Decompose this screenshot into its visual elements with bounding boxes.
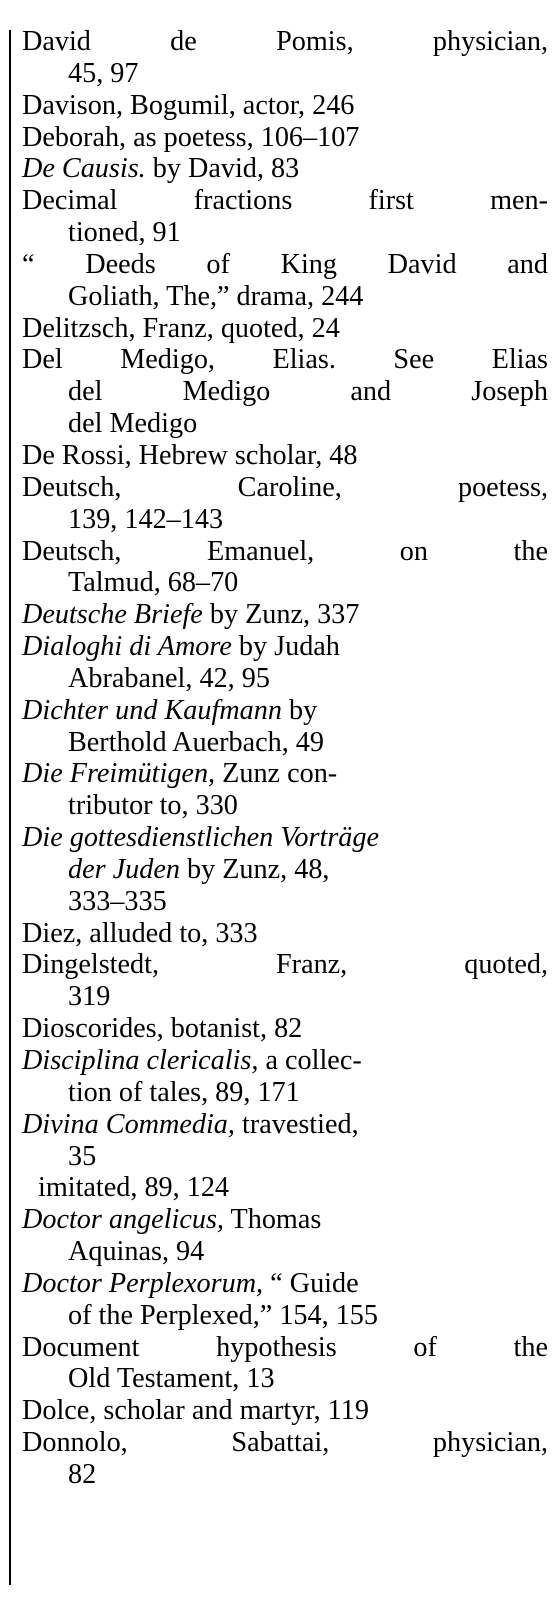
index-line: Davison, Bogumil, actor, 246: [22, 89, 355, 121]
index-column: [22, 26, 548, 1491]
index-line: Deutsche Briefe by Zunz, 337: [22, 599, 360, 631]
index-line: 35: [68, 1140, 97, 1172]
index-line: Dioscorides, botanist, 82: [22, 1013, 303, 1045]
index-line: Doctor angelicus, Thomas: [22, 1204, 322, 1236]
index-line: Document hypothesis of the: [22, 1331, 548, 1363]
index-line: Dichter und Kaufmann by: [22, 694, 318, 726]
index-line: Disciplina clericalis, a collec-: [22, 1045, 362, 1076]
index-line: der Juden by Zunz, 48,: [68, 853, 330, 885]
index-line: 82: [68, 1458, 97, 1490]
index-line: 139, 142–143: [68, 503, 224, 535]
index-line: 319: [68, 981, 111, 1013]
index-line: Die Freimütigen, Zunz con-: [22, 758, 338, 790]
index-line: Del Medigo, Elias. See Elias: [22, 344, 548, 376]
index-line: Divina Commedia, travestied,: [22, 1108, 359, 1140]
index-line: Die gottesdienstlichen Vorträge: [22, 822, 379, 854]
index-line: Dingelstedt, Franz, quoted,: [22, 949, 548, 981]
index-line: De Rossi, Hebrew scholar, 48: [22, 439, 358, 471]
index-line: tioned, 91: [68, 217, 181, 249]
index-line: Deutsch, Emanuel, on the: [22, 535, 548, 567]
index-line: del Medigo and Joseph: [68, 376, 548, 408]
margin-rule: [9, 30, 11, 1585]
index-line: Abrabanel, 42, 95: [68, 662, 270, 694]
index-line: tributor to, 330: [68, 790, 238, 822]
index-line: tion of tales, 89, 171: [68, 1076, 300, 1108]
index-line: David de Pomis, physician,: [22, 26, 548, 57]
index-line: Deborah, as poetess, 106–107: [22, 121, 360, 153]
index-line: Delitzsch, Franz, quoted, 24: [22, 312, 340, 344]
index-line: of the Perplexed,” 154, 155: [68, 1299, 378, 1331]
index-line: Doctor Perplexorum, “ Guide: [22, 1267, 359, 1299]
index-line: Diez, alluded to, 333: [22, 917, 258, 949]
index-line: Old Testament, 13: [68, 1363, 275, 1395]
index-line: 333–335: [68, 885, 167, 917]
index-line: Deutsch, Caroline, poetess,: [22, 471, 548, 503]
index-line: 45, 97: [68, 57, 139, 89]
index-line: imitated, 89, 124: [38, 1172, 230, 1204]
index-line: del Medigo: [68, 408, 198, 440]
index-line: Talmud, 68–70: [68, 567, 239, 599]
index-line: Dialoghi di Amore by Judah: [22, 631, 340, 663]
index-line: Berthold Auerbach, 49: [68, 726, 324, 758]
index-line: Dolce, scholar and martyr, 119: [22, 1395, 369, 1427]
index-line: Goliath, The,” drama, 244: [68, 280, 364, 312]
index-line: “ Deeds of King David and: [22, 248, 548, 280]
index-line: Donnolo, Sabattai, physician,: [22, 1427, 548, 1459]
index-line: De Causis. by David, 83: [22, 153, 300, 185]
index-line: Decimal fractions first men-: [22, 185, 548, 217]
index-line: Aquinas, 94: [68, 1236, 205, 1268]
